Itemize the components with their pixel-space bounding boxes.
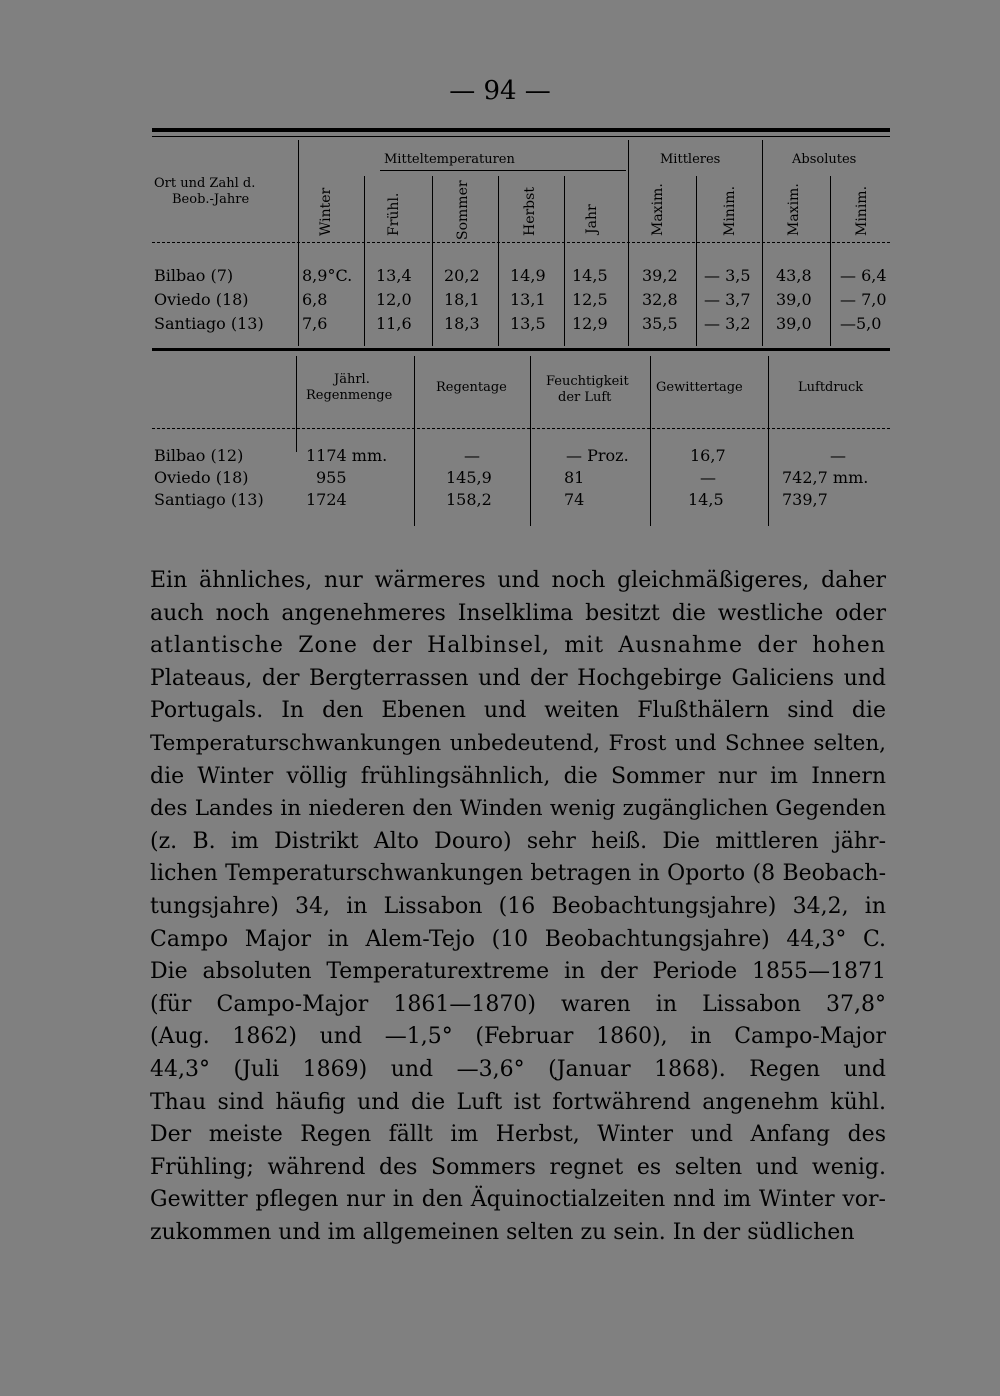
t1-vline-2 [364, 176, 365, 346]
text-line: Thau sind häufig und die Luft ist fortwährend angenehm kühl. [150, 1089, 886, 1115]
value-cell: — Proz. [566, 446, 629, 465]
text-line: Frühling; während des Sommers regnet es selten und wenig. [150, 1154, 886, 1180]
value-cell: 39,0 [776, 290, 812, 309]
value-cell: 14,5 [688, 490, 724, 509]
col-header-jahr: Jahr [584, 204, 600, 234]
value-cell: 35,5 [642, 314, 678, 333]
value-cell: 74 [564, 490, 585, 509]
value-cell: 13,1 [510, 290, 546, 309]
value-cell: 12,5 [572, 290, 608, 309]
group-header-mitteltemperaturen: Mitteltemperaturen [384, 152, 515, 167]
value-cell: 18,1 [444, 290, 480, 309]
text-line: auch noch angenehmeres Inselklima besitzt die westliche oder [150, 600, 886, 626]
t1-vline-1 [298, 140, 299, 346]
place-cell: Oviedo (18) [154, 290, 249, 309]
place-cell: Oviedo (18) [154, 468, 249, 487]
value-cell: — [700, 468, 716, 487]
t2-header-feuchtigkeit-1: Feuchtigkeit [546, 374, 629, 389]
text-line: (Aug. 1862) und —1,5° (Februar 1860), in Campo-Major [150, 1024, 886, 1050]
t2-header-luftdruck: Luftdruck [798, 380, 864, 395]
t2-vline-5 [768, 356, 769, 526]
col-header-maxim-mittleres: Maxim. [650, 183, 666, 236]
col-header-minim-mittleres: Minim. [722, 185, 738, 236]
place-cell: Santiago (13) [154, 314, 264, 333]
t1-vline-7 [696, 176, 697, 346]
col-header-maxim-absolutes: Maxim. [786, 183, 802, 236]
value-cell: 13,4 [376, 266, 412, 285]
t2-vline-2 [414, 356, 415, 526]
value-cell: 18,3 [444, 314, 480, 333]
t2-vline-3 [530, 356, 531, 526]
value-cell: 81 [564, 468, 585, 487]
table2-header-rule [152, 428, 890, 429]
value-cell: — 3,7 [704, 290, 751, 309]
value-cell: 6,8 [302, 290, 328, 309]
t1-vline-8 [762, 140, 763, 346]
t1-vline-3 [432, 176, 433, 346]
value-cell: 158,2 [446, 490, 492, 509]
value-cell: 14,9 [510, 266, 546, 285]
value-cell: 1724 [306, 490, 347, 509]
group-header-absolutes: Absolutes [792, 152, 857, 167]
value-cell: —5,0 [840, 314, 882, 333]
value-cell: 20,2 [444, 266, 480, 285]
t2-vline-4 [650, 356, 651, 526]
text-line: Der meiste Regen fällt im Herbst, Winter und Anfang des [150, 1122, 886, 1148]
text-line: Portugals. In den Ebenen und weiten Flußthälern sind die [150, 698, 886, 724]
value-cell: 742,7 mm. [782, 468, 869, 487]
corner-header-line1: Ort und Zahl d. [154, 176, 256, 191]
value-cell: 12,0 [376, 290, 412, 309]
text-line: die Winter völlig frühlingsähnlich, die Sommer nur im Innern [150, 763, 886, 789]
text-line: 44,3° (Juli 1869) und —3,6° (Januar 1868). Regen und [150, 1056, 886, 1082]
value-cell: 14,5 [572, 266, 608, 285]
t2-header-feuchtigkeit-2: der Luft [558, 390, 612, 405]
col-header-herbst: Herbst [522, 187, 538, 236]
col-header-minim-absolutes: Minim. [854, 185, 870, 236]
value-cell: — 6,4 [840, 266, 887, 285]
t2-header-regenmenge-1: Jährl. [334, 372, 370, 387]
t1-vline-9 [830, 176, 831, 346]
value-cell: 7,6 [302, 314, 328, 333]
text-line: (z. B. im Distrikt Alto Douro) sehr heiß. Die mittleren jähr- [150, 828, 886, 854]
col-header-fruehl: Frühl. [386, 192, 402, 236]
text-line: Gewitter pflegen nur in den Äquinoctialzeiten nnd im Winter vor- [150, 1187, 886, 1213]
text-line: lichen Temperaturschwankungen betragen in Oporto (8 Beobach- [150, 861, 886, 887]
value-cell: 43,8 [776, 266, 812, 285]
value-cell: 39,0 [776, 314, 812, 333]
table1-header-rule [152, 242, 890, 243]
value-cell: — 3,2 [704, 314, 751, 333]
mittel-group-underline [380, 170, 626, 171]
text-line: Die absoluten Temperaturextreme in der Periode 1855—1871 [150, 959, 886, 985]
value-cell: 8,9°C. [302, 266, 353, 285]
t1-vline-6 [628, 140, 629, 346]
text-line: zukommen und im allgemeinen selten zu sein. In der südlichen [150, 1219, 855, 1245]
t1-vline-4 [498, 176, 499, 346]
value-cell: 32,8 [642, 290, 678, 309]
t2-header-regentage: Regentage [436, 380, 507, 395]
place-cell: Bilbao (12) [154, 446, 244, 465]
table1-top-rule-thin [152, 136, 890, 137]
col-header-winter: Winter [318, 187, 334, 236]
text-line: Campo Major in Alem-Tejo (10 Beobachtungsjahre) 44,3° C. [150, 926, 886, 952]
value-cell: 1174 mm. [306, 446, 388, 465]
value-cell: — [464, 446, 480, 465]
text-line: (für Campo-Major 1861—1870) waren in Lissabon 37,8° [150, 991, 886, 1017]
t2-header-gewittertage: Gewittertage [656, 380, 743, 395]
place-cell: Santiago (13) [154, 490, 264, 509]
col-header-sommer: Sommer [455, 180, 471, 240]
place-cell: Bilbao (7) [154, 266, 234, 285]
text-line: Temperaturschwankungen unbedeutend, Frost und Schnee selten, [150, 730, 886, 756]
table1-top-rule [152, 128, 890, 132]
table2-top-rule [152, 348, 890, 351]
group-header-mittleres: Mittleres [660, 152, 721, 167]
value-cell: — 3,5 [704, 266, 751, 285]
value-cell: 16,7 [690, 446, 726, 465]
t2-header-regenmenge-2: Regenmenge [306, 388, 393, 403]
value-cell: 145,9 [446, 468, 492, 487]
value-cell: 739,7 [782, 490, 828, 509]
value-cell: 955 [316, 468, 347, 487]
value-cell: 39,2 [642, 266, 678, 285]
text-line: des Landes in niederen den Winden wenig zugänglichen Gegenden [150, 796, 886, 822]
text-line: Plateaus, der Bergterrassen und der Hochgebirge Galiciens und [150, 665, 886, 691]
text-line: Ein ähnliches, nur wärmeres und noch gleichmäßigeres, daher [150, 568, 886, 593]
t1-vline-5 [564, 176, 565, 346]
page-number: — 94 — [449, 76, 551, 106]
body-paragraph [150, 565, 886, 1249]
value-cell: — [830, 446, 846, 465]
value-cell: 12,9 [572, 314, 608, 333]
value-cell: — 7,0 [840, 290, 887, 309]
value-cell: 11,6 [376, 314, 412, 333]
text-line: atlantische Zone der Halbinsel, mit Ausnahme der hohen [150, 633, 886, 659]
text-line: tungsjahre) 34, in Lissabon (16 Beobachtungsjahre) 34,2, in [150, 893, 886, 919]
value-cell: 13,5 [510, 314, 546, 333]
t2-vline-1 [296, 356, 297, 452]
corner-header-line2: Beob.-Jahre [172, 192, 250, 207]
